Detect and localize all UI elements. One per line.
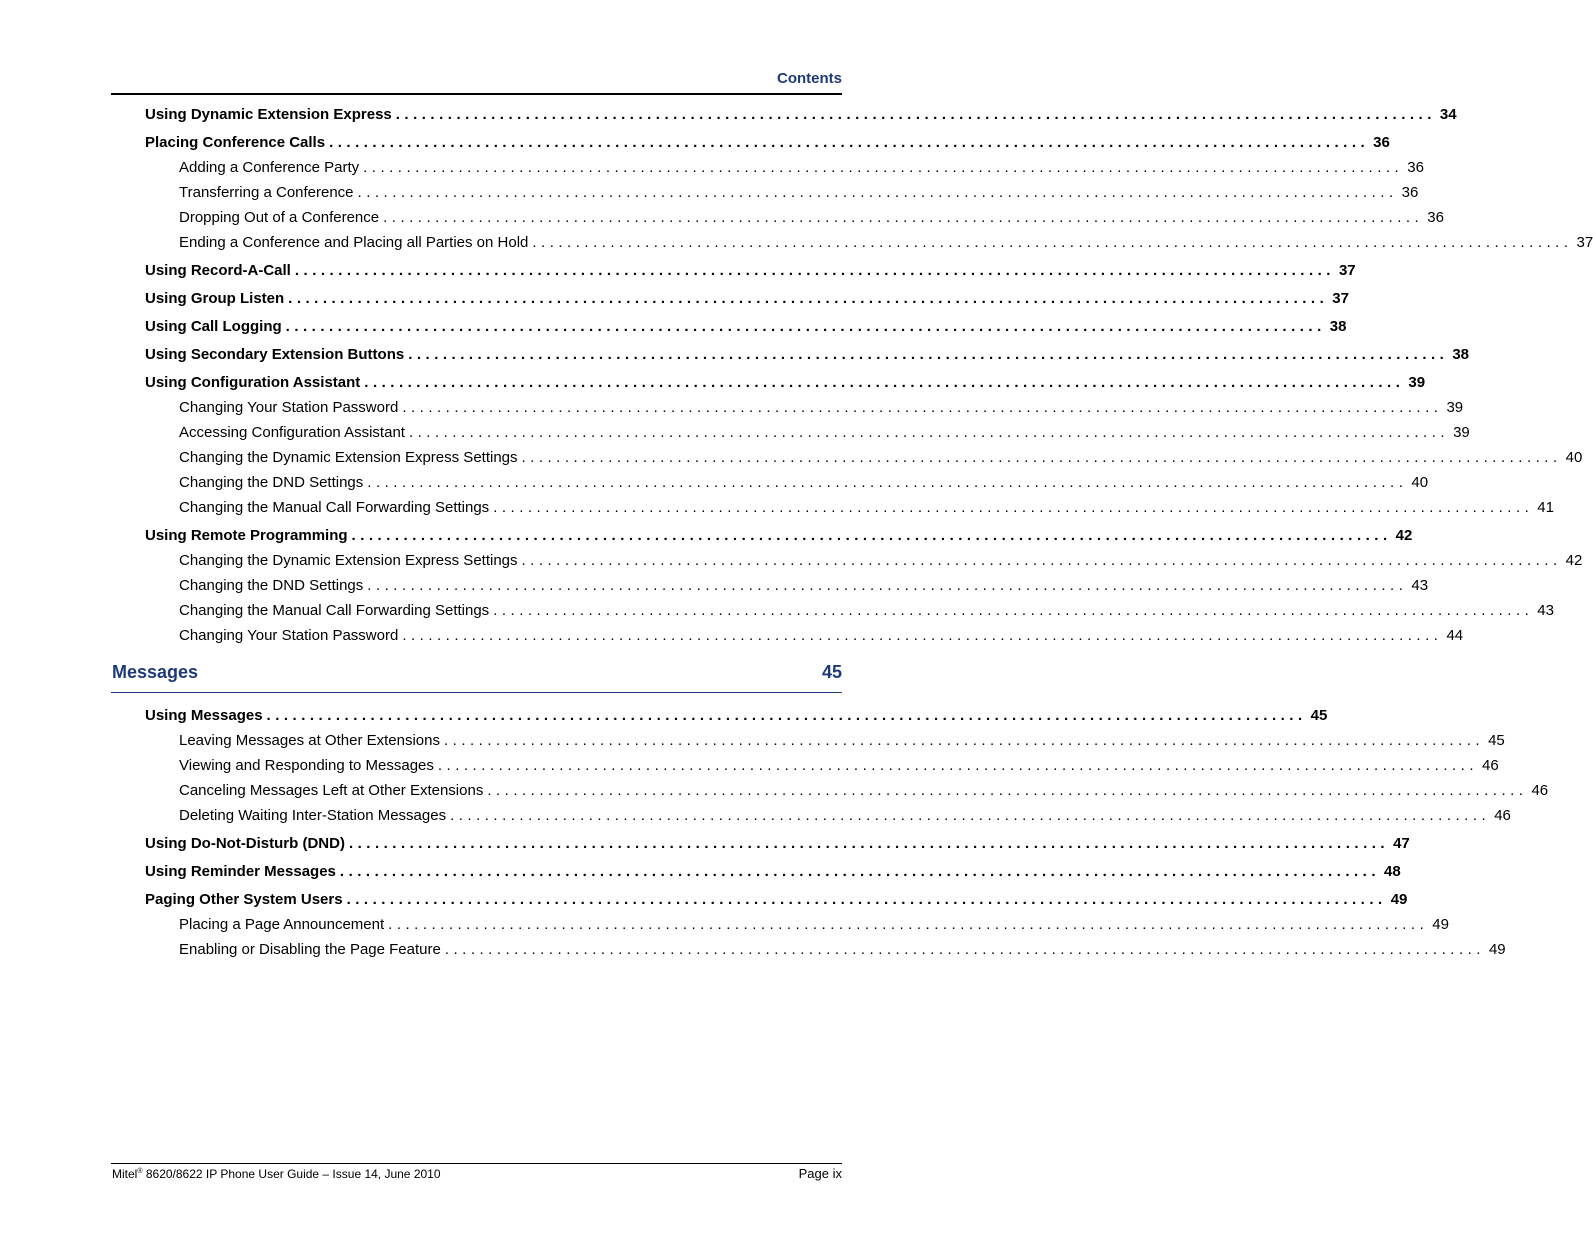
toc-entry-title: Changing Your Station Password — [179, 627, 399, 644]
toc-entry-subsection[interactable] — [179, 627, 1464, 647]
toc-entry-page-number: 43 — [1537, 602, 1554, 619]
toc-dot-leader: ........................................................................................................................ — [363, 159, 1404, 176]
toc-entry-section[interactable] — [145, 863, 1401, 883]
toc-entry-subsection[interactable] — [179, 552, 1583, 572]
toc-dot-leader: ........................................................................................................................ — [288, 290, 1329, 307]
toc-dot-leader: ........................................................................................................................ — [450, 807, 1491, 824]
toc-entry-page-number: 45 — [1488, 732, 1505, 749]
toc-dot-leader: ........................................................................................................................ — [443, 732, 1485, 749]
toc-entry-page-number: 46 — [1482, 757, 1499, 774]
toc-entry-page-number: 47 — [1393, 835, 1410, 852]
toc-entry-page-number: 46 — [1531, 782, 1549, 799]
toc-dot-leader: ........................................................................................................................ — [266, 707, 1307, 724]
toc-dot-leader: ........................................................................................................................ — [521, 449, 1562, 466]
toc-entry-section[interactable] — [145, 891, 1408, 911]
toc-dot-leader: ........................................................................................................................ — [367, 577, 1408, 594]
toc-entry-page-number: 46 — [1494, 807, 1511, 824]
toc-dot-leader: ........................................................................................................................ — [408, 424, 1450, 441]
toc-entry-page-number: 37 — [1338, 262, 1356, 279]
toc-dot-leader: ........................................................................................................................ — [395, 106, 1436, 123]
toc-entry-subsection[interactable] — [179, 757, 1499, 777]
toc-dot-leader: ........................................................................................................................ — [339, 863, 1381, 880]
footer-doc-info — [112, 1167, 441, 1181]
toc-entry-page-number: 37 — [1332, 290, 1349, 307]
toc-entry-title: Leaving Messages at Other Extensions — [179, 732, 440, 749]
toc-entry-subsection[interactable] — [179, 184, 1419, 204]
toc-entry-page-number: 42 — [1565, 552, 1583, 569]
toc-entry-page-number: 38 — [1329, 318, 1347, 335]
toc-dot-leader: ........................................................................................................................ — [346, 891, 1387, 908]
footer-brand: Mitel — [112, 1167, 138, 1181]
toc-entry-section[interactable] — [145, 374, 1426, 394]
toc-entry-title: Changing the Manual Call Forwarding Settings — [179, 499, 490, 516]
toc-entry-subsection[interactable] — [179, 159, 1424, 179]
toc-entry-title: Using Do-Not-Disturb (DND) — [145, 835, 345, 852]
toc-entry-page-number: 39 — [1446, 399, 1464, 416]
toc-entry-title: Using Dynamic Extension Express — [145, 106, 392, 123]
toc-entry-section[interactable] — [145, 290, 1349, 310]
toc-dot-leader: ........................................................................................................................ — [388, 916, 1429, 933]
toc-entry-page-number: 37 — [1576, 234, 1593, 251]
toc-entry-title: Adding a Conference Party — [179, 159, 360, 176]
toc-entry-page-number: 45 — [1310, 707, 1328, 724]
toc-entry-subsection[interactable] — [179, 449, 1583, 469]
toc-entry-title: Using Reminder Messages — [145, 863, 336, 880]
toc-entry-page-number: 49 — [1432, 916, 1449, 933]
toc-dot-leader: ........................................................................................................................ — [294, 262, 1335, 279]
toc-entry-subsection[interactable] — [179, 234, 1593, 254]
toc-dot-leader: ........................................................................................................................ — [348, 835, 1390, 852]
toc-entry-title: Ending a Conference and Placing all Parties on Hold — [179, 234, 529, 251]
toc-entry-title: Transferring a Conference — [179, 184, 354, 201]
toc-entry-subsection[interactable] — [179, 916, 1449, 936]
toc-entry-page-number: 44 — [1446, 627, 1464, 644]
toc-dot-leader: ........................................................................................................................ — [532, 234, 1573, 251]
toc-entry-page-number: 38 — [1452, 346, 1470, 363]
toc-dot-leader: ........................................................................................................................ — [402, 399, 1443, 416]
toc-entry-page-number: 40 — [1411, 474, 1429, 491]
toc-entry-subsection[interactable] — [179, 807, 1511, 827]
toc-entry-subsection[interactable] — [179, 474, 1429, 494]
footer-reg-mark: ® — [137, 1168, 143, 1175]
toc-entry-page-number: 39 — [1408, 374, 1426, 391]
toc-entry-page-number: 36 — [1401, 184, 1419, 201]
toc-entry-title: Using Configuration Assistant — [145, 374, 361, 391]
toc-entry-title: Changing the Dynamic Extension Express Settings — [179, 552, 518, 569]
toc-entry-title: Deleting Waiting Inter-Station Messages — [179, 807, 447, 824]
toc-entry-title: Using Call Logging — [145, 318, 282, 335]
toc-dot-leader: ........................................................................................................................ — [408, 346, 1449, 363]
toc-entry-title: Accessing Configuration Assistant — [179, 424, 405, 441]
toc-entry-title: Enabling or Disabling the Page Feature — [179, 941, 441, 958]
toc-entry-section[interactable] — [145, 346, 1470, 366]
toc-entry-title: Placing Conference Calls — [145, 134, 326, 151]
toc-dot-leader: ........................................................................................................................ — [444, 941, 1485, 958]
toc-entry-page-number: 34 — [1439, 106, 1457, 123]
toc-entry-subsection[interactable] — [179, 782, 1549, 802]
toc-entry-page-number: 36 — [1427, 209, 1444, 226]
toc-dot-leader: ........................................................................................................................ — [367, 474, 1408, 491]
toc-dot-leader: ........................................................................................................................ — [437, 757, 1478, 774]
toc-entry-section[interactable] — [145, 134, 1390, 154]
header-rule — [111, 93, 842, 95]
toc-entry-title: Using Secondary Extension Buttons — [145, 346, 405, 363]
toc-entry-page-number: 43 — [1411, 577, 1429, 594]
toc-entry-section[interactable] — [145, 707, 1328, 727]
footer-doc-title: 8620/8622 IP Phone User Guide – Issue 14, June 2010 — [142, 1167, 441, 1181]
toc-entry-title: Changing Your Station Password — [179, 399, 399, 416]
footer-rule — [111, 1163, 842, 1164]
toc-entry-title: Viewing and Responding to Messages — [179, 757, 434, 774]
toc-dot-leader: ........................................................................................................................ — [383, 209, 1424, 226]
toc-dot-leader: ........................................................................................................................ — [493, 602, 1534, 619]
toc-entry-title: Using Record-A-Call — [145, 262, 291, 279]
chapter-rule — [111, 692, 842, 693]
toc-entry-page-number: 36 — [1407, 159, 1424, 176]
toc-entry-title: Changing the Dynamic Extension Express Settings — [179, 449, 518, 466]
toc-entry-subsection[interactable] — [179, 399, 1464, 419]
toc-entry-page-number: 49 — [1390, 891, 1408, 908]
footer-page-number: Page ix — [798, 1166, 842, 1181]
toc-entry-page-number: 49 — [1488, 941, 1506, 958]
toc-entry-subsection[interactable] — [179, 577, 1429, 597]
toc-entry-title: Using Group Listen — [145, 290, 285, 307]
toc-entry-title: Changing the DND Settings — [179, 474, 364, 491]
toc-entry-subsection[interactable] — [179, 602, 1554, 622]
toc-dot-leader: ........................................................................................................................ — [521, 552, 1562, 569]
toc-entry-title: Using Messages — [145, 707, 263, 724]
toc-entry-page-number: 41 — [1537, 499, 1554, 516]
toc-entry-title: Changing the Manual Call Forwarding Settings — [179, 602, 490, 619]
toc-entry-title: Paging Other System Users — [145, 891, 343, 908]
toc-dot-leader: ........................................................................................................................ — [487, 782, 1528, 799]
toc-entry-section[interactable] — [145, 318, 1347, 338]
toc-entry-section[interactable] — [145, 262, 1356, 282]
toc-dot-leader: ........................................................................................................................ — [357, 184, 1398, 201]
toc-dot-leader: ........................................................................................................................ — [402, 627, 1443, 644]
toc-entry-section[interactable] — [145, 106, 1457, 126]
toc-entry-subsection[interactable] — [179, 941, 1506, 961]
page-header-title: Contents — [777, 70, 842, 87]
toc-entry-title: Dropping Out of a Conference — [179, 209, 380, 226]
toc-dot-leader: ........................................................................................................................ — [493, 499, 1534, 516]
toc-dot-leader: ........................................................................................................................ — [364, 374, 1405, 391]
toc-entry-title: Canceling Messages Left at Other Extensions — [179, 782, 484, 799]
chapter-page-number: 45 — [821, 662, 842, 682]
chapter-title: Messages — [112, 662, 199, 682]
chapter-heading[interactable] — [112, 662, 842, 683]
toc-entry-section[interactable] — [145, 835, 1410, 855]
toc-entry-title: Using Remote Programming — [145, 527, 348, 544]
toc-entry-subsection[interactable] — [179, 424, 1470, 444]
toc-entry-page-number: 42 — [1395, 527, 1413, 544]
toc-entry-page-number: 40 — [1565, 449, 1583, 466]
toc-entry-page-number: 48 — [1384, 863, 1401, 880]
toc-dot-leader: ........................................................................................................................ — [285, 318, 1326, 335]
toc-entry-title: Placing a Page Announcement — [179, 916, 385, 933]
toc-dot-leader: ........................................................................................................................ — [351, 527, 1392, 544]
toc-entry-section[interactable] — [145, 527, 1413, 547]
toc-entry-subsection[interactable] — [179, 732, 1505, 752]
toc-entry-page-number: 39 — [1453, 424, 1470, 441]
toc-entry-subsection[interactable] — [179, 499, 1554, 519]
toc-entry-title: Changing the DND Settings — [179, 577, 364, 594]
toc-entry-page-number: 36 — [1373, 134, 1390, 151]
toc-entry-subsection[interactable] — [179, 209, 1444, 229]
toc-dot-leader: ........................................................................................................................ — [329, 134, 1370, 151]
